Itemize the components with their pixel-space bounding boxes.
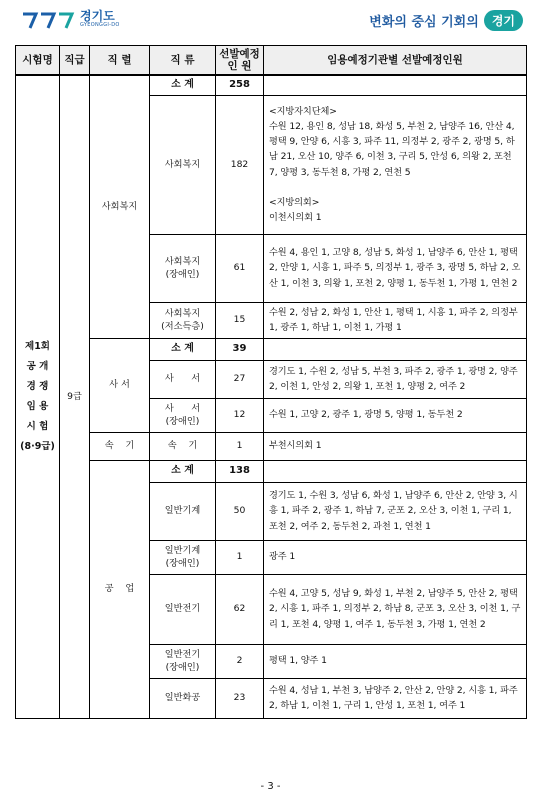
gyeonggi-logo-mark-icon <box>22 10 76 30</box>
recruitment-table <box>15 45 527 719</box>
header-series: 직 렬 <box>90 46 150 76</box>
page-number: - 3 - <box>260 781 281 792</box>
header-grade: 직급 <box>60 46 90 76</box>
header-exam-name: 시험명 <box>16 46 60 76</box>
table-row <box>16 75 527 95</box>
institutions-cell: 수원 1, 고양 2, 광주 1, 광명 5, 양평 1, 동두천 2 <box>264 398 527 432</box>
logo-korean-name: 경기도 <box>80 9 115 23</box>
count-cell: 62 <box>216 574 264 644</box>
slogan <box>369 10 523 31</box>
table-row <box>16 460 527 482</box>
type-cell: 일반기계 <box>150 482 216 540</box>
type-cell: 사회복지 (저소득층) <box>150 302 216 338</box>
subtotal-count: 138 <box>216 460 264 482</box>
institutions-cell: 평택 1, 양주 1 <box>264 644 527 678</box>
count-cell: 27 <box>216 360 264 398</box>
series-cell: 속 기 <box>90 432 150 460</box>
institutions-cell: 수원 4, 용인 1, 고양 8, 성남 5, 화성 1, 남양주 6, 안산 1, 평택 2, 안양 1, 시흥 1, 파주 5, 의정부 1, 광주 3, 광명 5, 하남 2, 오산 1, 이천 3, 의왕 1, 포천 2, 양평 1, 동두천 1, 가평 1, 연천 2 <box>264 234 527 302</box>
count-cell: 182 <box>216 95 264 234</box>
subtotal-blank <box>264 338 527 360</box>
gyeonggi-logo <box>22 10 120 30</box>
institutions-cell: 부천시의회 1 <box>264 432 527 460</box>
header-type: 직 류 <box>150 46 216 76</box>
logo-english-name: GYEONGGI-DO <box>80 22 120 28</box>
series-cell: 공 업 <box>90 460 150 718</box>
institutions-cell: 경기도 1, 수원 2, 성남 5, 부천 3, 파주 2, 광주 1, 광명 2, 양주 2, 이천 1, 안성 2, 의왕 1, 포천 1, 양평 2, 여주 2 <box>264 360 527 398</box>
table-header-row <box>16 46 527 76</box>
series-cell: 사회복지 <box>90 75 150 338</box>
institutions-cell: 광주 1 <box>264 540 527 574</box>
type-cell: 일반기계 (장애인) <box>150 540 216 574</box>
type-cell: 속 기 <box>150 432 216 460</box>
subtotal-label: 소 계 <box>150 460 216 482</box>
type-cell: 일반화공 <box>150 678 216 718</box>
institutions-cell: <지방자치단체> 수원 12, 용인 8, 성남 18, 화성 5, 부천 2, 남양주 16, 안산 4, 평택 9, 안양 6, 시흥 3, 파주 11, 의정부 2, 광주 2, 광명 5, 하남 21, 오산 10, 양주 6, 이천 3, 구리 5, 안성 6, 의왕 2, 포천 7, 양평 3, 동두천 8, 가평 2, 연천 5 <지방의회> 이천시의회 1 <box>264 95 527 234</box>
institutions-cell: 경기도 1, 수원 3, 성남 6, 화성 1, 남양주 6, 안산 2, 안양 3, 시흥 1, 파주 2, 광주 1, 하남 7, 군포 2, 오산 3, 이천 1, 구리 1, 포천 2, 여주 2, 동두천 2, 과천 1, 연천 1 <box>264 482 527 540</box>
count-cell: 2 <box>216 644 264 678</box>
count-cell: 15 <box>216 302 264 338</box>
type-cell: 사회복지 <box>150 95 216 234</box>
subtotal-blank <box>264 460 527 482</box>
type-cell: 일반전기 <box>150 574 216 644</box>
table-row <box>16 338 527 360</box>
institutions-cell: 수원 4, 성남 1, 부천 3, 남양주 2, 안산 2, 안양 2, 시흥 1, 파주 2, 하남 1, 이천 1, 구리 1, 안성 1, 포천 1, 여주 1 <box>264 678 527 718</box>
institutions-cell: 수원 2, 성남 2, 화성 1, 안산 1, 평택 1, 시흥 1, 파주 2, 의정부 1, 광주 1, 하남 1, 이천 1, 가평 1 <box>264 302 527 338</box>
count-cell: 61 <box>216 234 264 302</box>
count-cell: 1 <box>216 540 264 574</box>
exam-name-cell: 제1회 공 개 경 쟁 임 용 시 험 (8·9급) <box>16 75 60 718</box>
subtotal-label: 소 계 <box>150 338 216 360</box>
series-cell: 사 서 <box>90 338 150 432</box>
type-cell: 사 서 <box>150 360 216 398</box>
subtotal-count: 39 <box>216 338 264 360</box>
type-cell: 일반전기 (장애인) <box>150 644 216 678</box>
subtotal-count: 258 <box>216 75 264 95</box>
slogan-text: 변화의 중심 기회의 <box>369 15 479 30</box>
count-cell: 12 <box>216 398 264 432</box>
subtotal-blank <box>264 75 527 95</box>
type-cell: 사회복지 (장애인) <box>150 234 216 302</box>
table-row <box>16 432 527 460</box>
subtotal-label: 소 계 <box>150 75 216 95</box>
header-institutions: 임용예정기관별 선발예정인원 <box>264 46 527 76</box>
count-cell: 23 <box>216 678 264 718</box>
header-planned-count: 선발예정 인 원 <box>216 46 264 76</box>
count-cell: 1 <box>216 432 264 460</box>
count-cell: 50 <box>216 482 264 540</box>
grade-cell: 9급 <box>60 75 90 718</box>
slogan-badge: 경기 <box>484 10 523 31</box>
type-cell: 사 서 (장애인) <box>150 398 216 432</box>
page-header <box>0 0 541 42</box>
institutions-cell: 수원 4, 고양 5, 성남 9, 화성 1, 부천 2, 남양주 5, 안산 2, 평택 2, 시흥 1, 파주 1, 의정부 2, 하남 8, 군포 3, 오산 3, 이천 1, 구리 1, 포천 4, 양평 1, 여주 1, 동두천 3, 가평 1, 연천 2 <box>264 574 527 644</box>
